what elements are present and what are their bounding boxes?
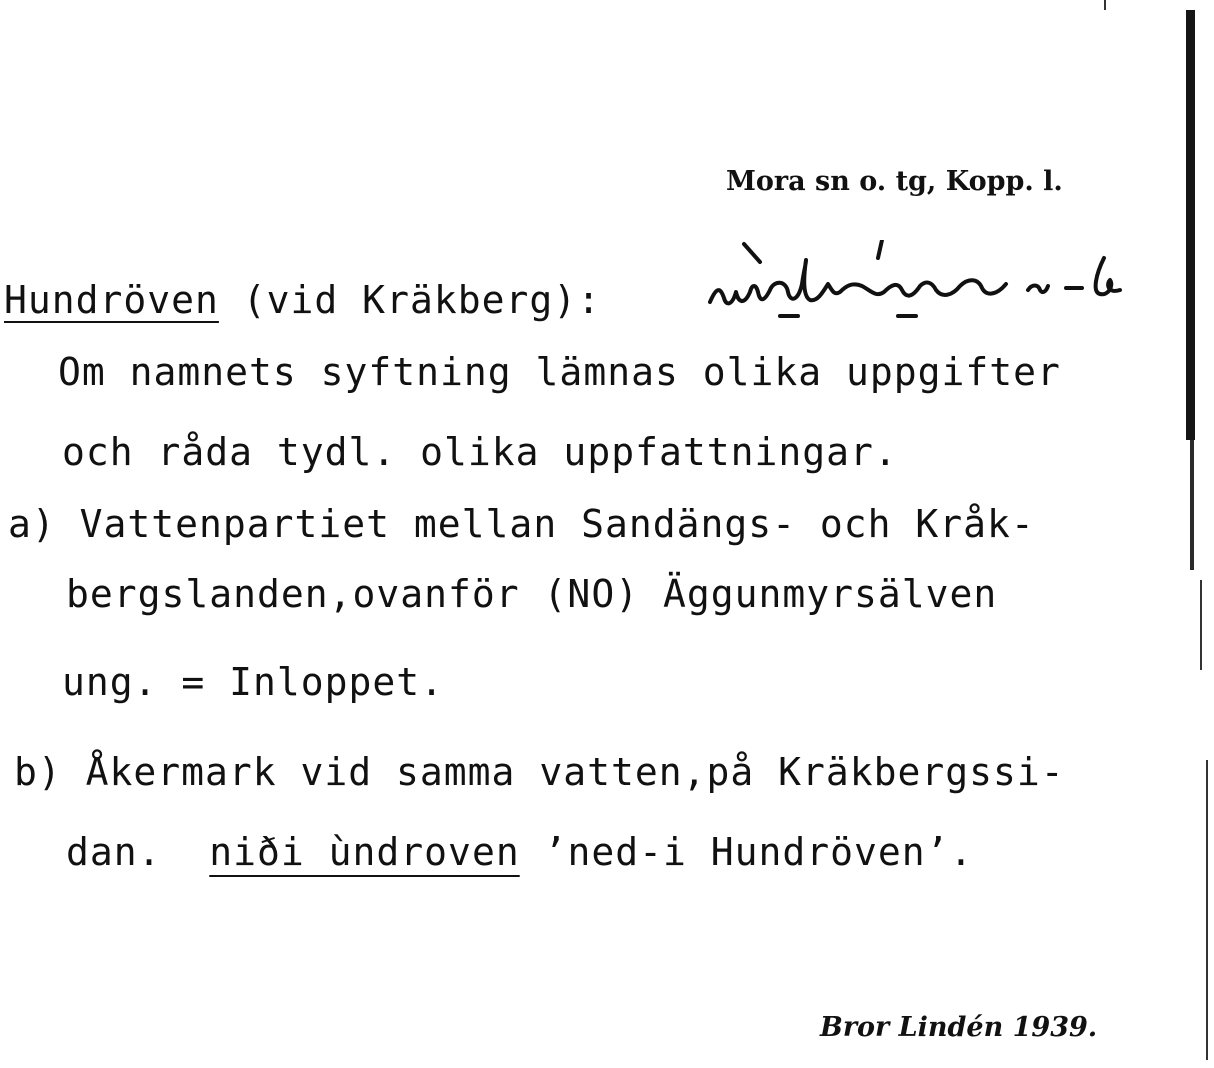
- handwritten-text: ùndrǿve ~-l̀: [706, 240, 711, 241]
- dialect-phrase: niði ùndroven: [209, 830, 520, 874]
- entry-line-4: bergslanden,ovanför (NO) Äggunmyrsälven: [66, 572, 998, 616]
- card-edge-shadow-lower: [1190, 440, 1194, 570]
- headword-line: [4, 278, 601, 322]
- phrase-gloss: ’ned-i Hundröven’.: [543, 830, 974, 874]
- card-edge-mark: [1200, 580, 1202, 670]
- line-prefix: dan.: [66, 830, 162, 874]
- handwritten-pronunciation: [706, 240, 1136, 330]
- entry-line-2: och råda tydl. olika uppfattningar.: [62, 430, 898, 474]
- entry-line-b: b) Åkermark vid samma vatten,på Kräkbergssi-: [14, 750, 1065, 794]
- entry-line-5: ung. = Inloppet.: [62, 660, 445, 704]
- collector-signature: Bror Lindén 1939.: [820, 1012, 1098, 1043]
- entry-line-1: Om namnets syftning lämnas olika uppgifter: [58, 350, 1061, 394]
- entry-line-7: [66, 830, 973, 874]
- card-edge-mark: [1104, 0, 1106, 10]
- parish-header: Mora sn o. tg, Kopp. l.: [726, 166, 1063, 197]
- card-edge-shadow: [1186, 10, 1195, 440]
- entry-line-a: a) Vattenpartiet mellan Sandängs- och Kråk-: [8, 502, 1035, 546]
- headword-qualifier: (vid Kräkberg):: [242, 278, 601, 322]
- card-edge-mark: [1206, 760, 1208, 1060]
- headword: Hundröven: [4, 278, 219, 322]
